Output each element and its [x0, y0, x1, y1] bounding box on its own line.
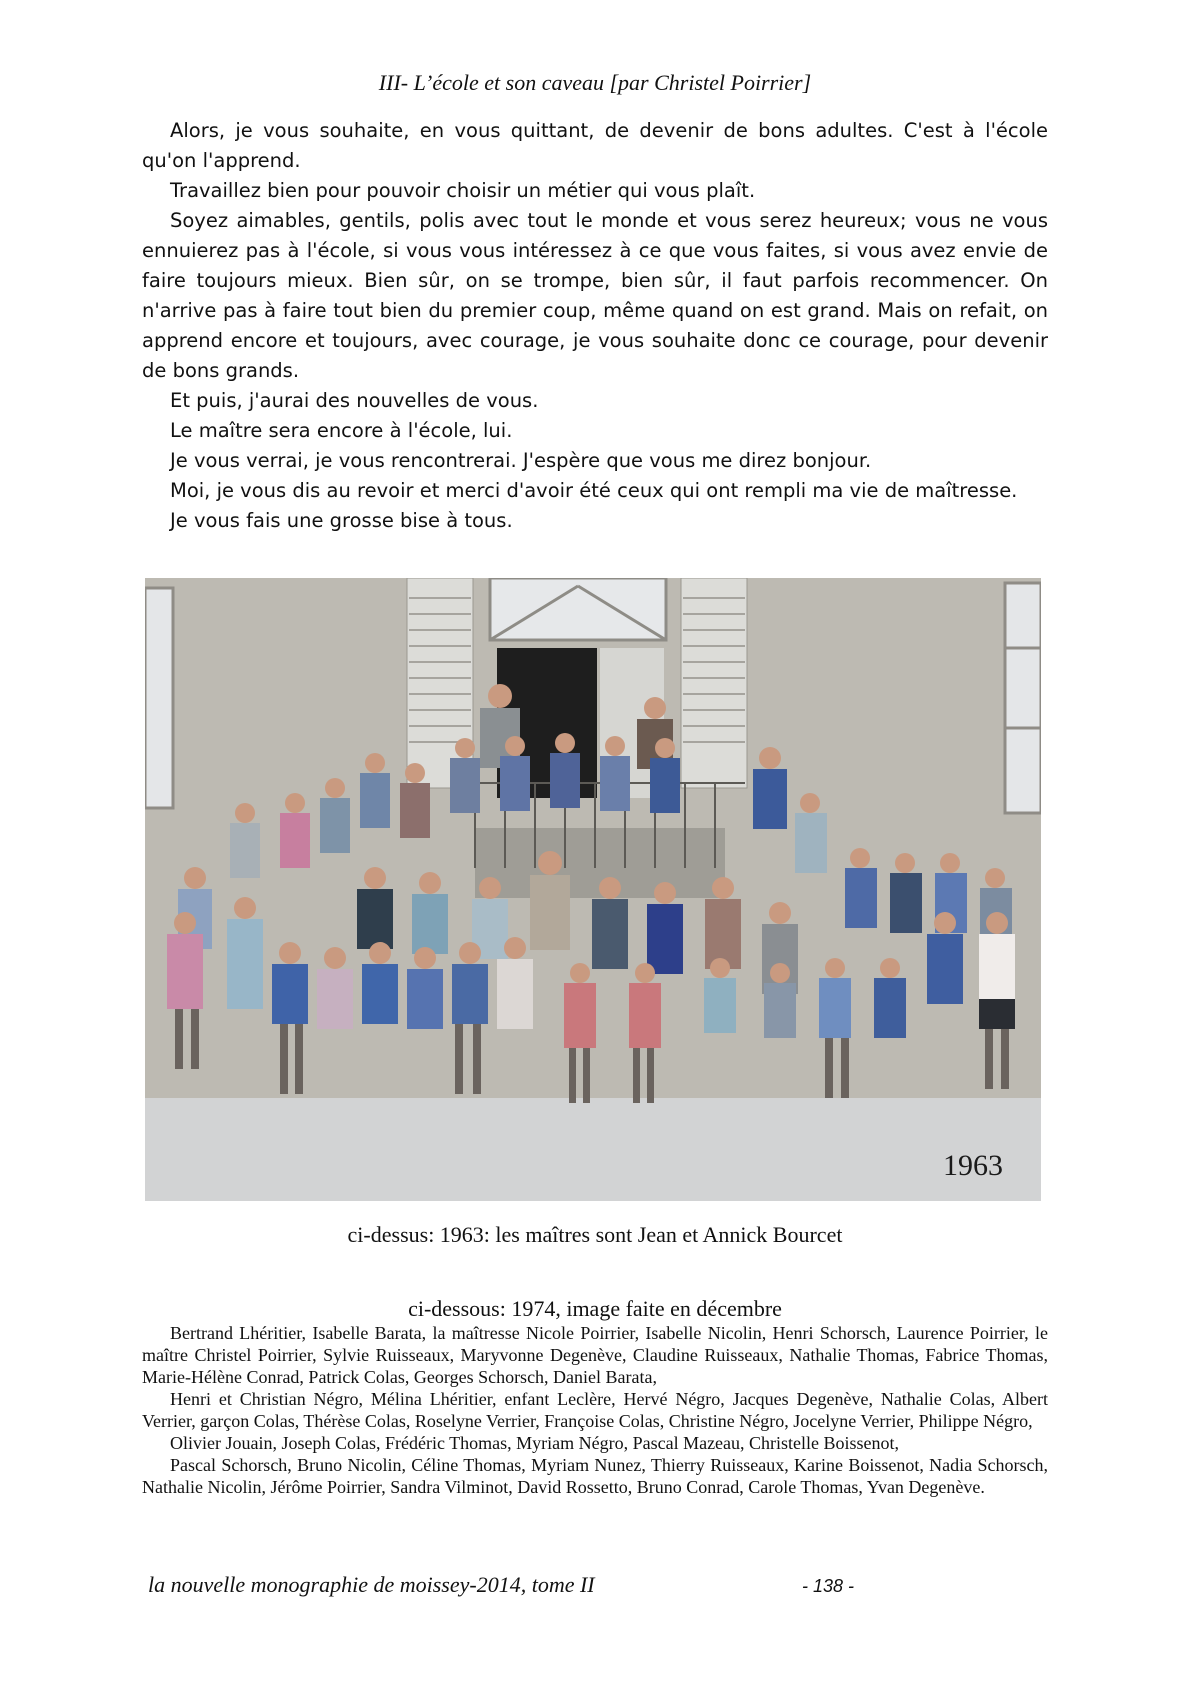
letter-paragraph: Je vous verrai, je vous rencontrerai. J'espère que vous me direz bonjour. — [170, 449, 872, 472]
letter-paragraph: Moi, je vous dis au revoir et merci d'avoir été ceux qui ont rempli ma vie de maîtresse. — [170, 479, 1018, 502]
page-header: III- L’école et son caveau [par Christel Poirrier] — [378, 70, 812, 95]
letter-paragraph: Je vous fais une grosse bise à tous. — [170, 509, 513, 532]
class-photo-1963 — [145, 578, 1041, 1201]
names-paragraph: Olivier Jouain, Joseph Colas, Frédéric Thomas, Myriam Négro, Pascal Mazeau, Christelle Boissenot, — [170, 1433, 900, 1453]
letter-paragraph: Le maître sera encore à l'école, lui. — [170, 419, 513, 442]
photo-caption-1963: ci-dessus: 1963: les maîtres sont Jean et Annick Bourcet — [347, 1222, 843, 1247]
letter-text — [142, 116, 1048, 536]
letter-paragraph: Travaillez bien pour pouvoir choisir un métier qui vous plaît. — [170, 179, 756, 202]
names-paragraph: Pascal Schorsch, Bruno Nicolin, Céline Thomas, Myriam Nunez, Thierry Ruisseaux, Karine Boissenot, Nadia Schorsch, Nathalie Nicolin, Jérôme Poirrier, Sandra Vilminot, David Rossetto, Bruno Conrad, Carole Thomas, Yvan Degenève. — [142, 1455, 1048, 1497]
names-paragraph: Henri et Christian Négro, Mélina Lhéritier, enfant Leclère, Hervé Négro, Jacques Degenève, Nathalie Colas, Albert Verrier, garçon Colas, Thérèse Colas, Roselyne Verrier, Françoise Colas, Christine Négro, Jocelyne Verrier, Philippe Négro, — [142, 1389, 1048, 1431]
photo-year-label: 1963 — [943, 1149, 1003, 1182]
footer-title: la nouvelle monographie de moissey-2014, tome II — [148, 1572, 595, 1597]
letter-paragraph: Alors, je vous souhaite, en vous quittant, de devenir de bons adultes. C'est à l'école qu'on l'apprend. — [142, 119, 1048, 172]
caption-1974-title: ci-dessous: 1974, image faite en décembre — [408, 1296, 782, 1321]
letter-paragraph: Soyez aimables, gentils, polis avec tout le monde et vous serez heureux; vous ne vous ennuierez pas à l'école, si vous vous intéressez à ce que vous faites, si vous avez envie de faire toujours mieux. Bien sûr, on se trompe, bien sûr, il faut parfois recommencer. On n'arrive pas à faire tout bien du premier coup, même quand on est grand. Mais on refait, on apprend encore et toujours, avec courage, je vous souhaite donc ce courage, pour devenir de bons grands. — [142, 209, 1048, 382]
page-number: - 138 - — [802, 1576, 855, 1596]
class-photo-illustration — [145, 578, 1041, 1201]
names-paragraph: Bertrand Lhéritier, Isabelle Barata, la maîtresse Nicole Poirrier, Isabelle Nicolin, Henri Schorsch, Laurence Poirrier, le maître Christel Poirrier, Sylvie Ruisseaux, Maryvonne Degenève, Claudine Ruisseaux, Nathalie Thomas, Fabrice Thomas, Marie-Hélène Conrad, Patrick Colas, Georges Schorsch, Daniel Barata, — [142, 1323, 1048, 1387]
letter-paragraph: Et puis, j'aurai des nouvelles de vous. — [170, 389, 539, 412]
names-list — [142, 1322, 1048, 1498]
